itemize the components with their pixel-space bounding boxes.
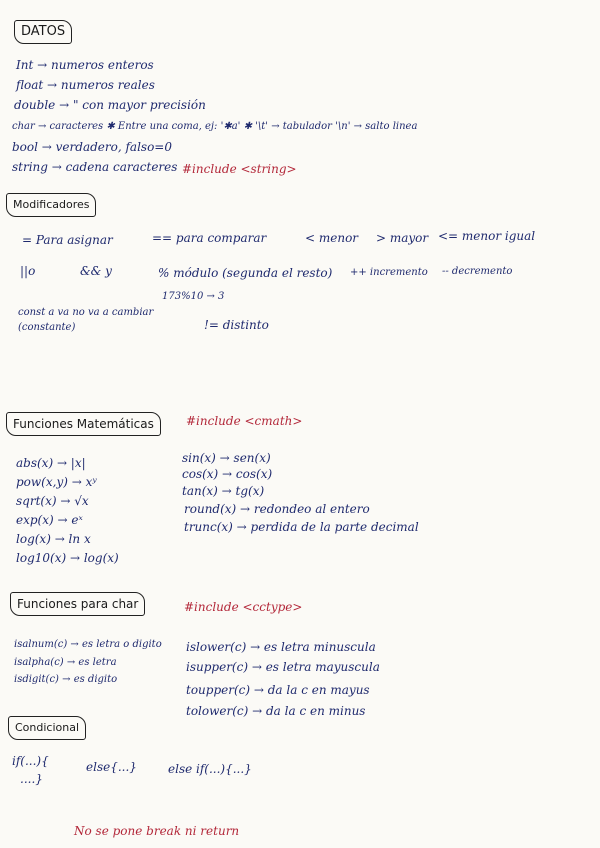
datos-line-float: float → numeros reales — [16, 78, 155, 92]
char-isdigit: isdigit(c) → es digito — [14, 674, 118, 685]
include-string: #include <string> — [182, 162, 297, 176]
char-isalnum: isalnum(c) → es letra o digito — [14, 639, 162, 650]
datos-line-string: string → cadena caracteres — [12, 160, 178, 174]
cond-else-if: else if(...){...} — [168, 762, 252, 776]
math-sqrt: sqrt(x) → √x — [16, 494, 89, 508]
math-tan: tan(x) → tg(x) — [182, 484, 265, 498]
mod-and: && y — [80, 264, 112, 278]
datos-line-int: Int → numeros enteros — [16, 58, 154, 72]
math-exp: exp(x) → eˣ — [16, 513, 83, 527]
mod-const: const a va no va a cambiar — [18, 307, 154, 318]
char-islower: islower(c) → es letra minuscula — [186, 640, 376, 654]
math-round: round(x) → redondeo al entero — [184, 502, 370, 516]
mod-comparar: == para comparar — [152, 231, 267, 245]
cond-if: if(...){ — [12, 754, 49, 768]
math-pow: pow(x,y) → xʸ — [16, 475, 97, 489]
include-cctype: #include <cctype> — [184, 600, 303, 614]
char-isalpha: isalpha(c) → es letra — [14, 657, 117, 668]
mod-menor-igual: <= menor igual — [438, 229, 536, 243]
mod-incremento: ++ incremento — [350, 267, 428, 278]
include-cmath: #include <cmath> — [186, 414, 303, 428]
section-header-datos: DATOS — [14, 20, 72, 44]
cond-else: else{...} — [86, 760, 137, 774]
section-header-modificadores: Modificadores — [6, 193, 96, 217]
math-cos: cos(x) → cos(x) — [182, 467, 273, 481]
math-log: log(x) → ln x — [16, 532, 91, 546]
section-header-char: Funciones para char — [10, 592, 145, 616]
math-abs: abs(x) → |x| — [16, 456, 86, 470]
math-trunc: trunc(x) → perdida de la parte decimal — [184, 520, 419, 534]
datos-line-double: double → " con mayor precisión — [14, 98, 206, 112]
cond-if-body: ....} — [20, 772, 43, 786]
mod-example: 173%10 → 3 — [162, 291, 225, 302]
mod-const-2: (constante) — [18, 322, 76, 333]
section-header-condicional: Condicional — [8, 716, 86, 740]
datos-line-bool: bool → verdadero, falso=0 — [12, 140, 172, 154]
math-sin: sin(x) → sen(x) — [182, 451, 271, 465]
cond-note: No se pone break ni return — [74, 824, 240, 838]
mod-distinto: != distinto — [204, 318, 269, 332]
char-tolower: tolower(c) → da la c en minus — [186, 704, 366, 718]
mod-mayor: > mayor — [376, 231, 429, 245]
mod-menor: < menor — [305, 231, 359, 245]
mod-or: ||o — [20, 264, 36, 278]
mod-decremento: -- decremento — [442, 266, 513, 277]
section-header-matematicas: Funciones Matemáticas — [6, 412, 161, 436]
mod-modulo: % módulo (segunda el resto) — [158, 266, 333, 280]
datos-line-char: char → caracteres ✱ Entre una coma, ej: '✱a' ✱ '\t' → tabulador '\n' → salto linea — [12, 121, 418, 132]
char-toupper: toupper(c) → da la c en mayus — [186, 683, 370, 697]
char-isupper: isupper(c) → es letra mayuscula — [186, 660, 380, 674]
math-log10: log10(x) → log(x) — [16, 551, 119, 565]
mod-asignar: = Para asignar — [22, 233, 113, 247]
